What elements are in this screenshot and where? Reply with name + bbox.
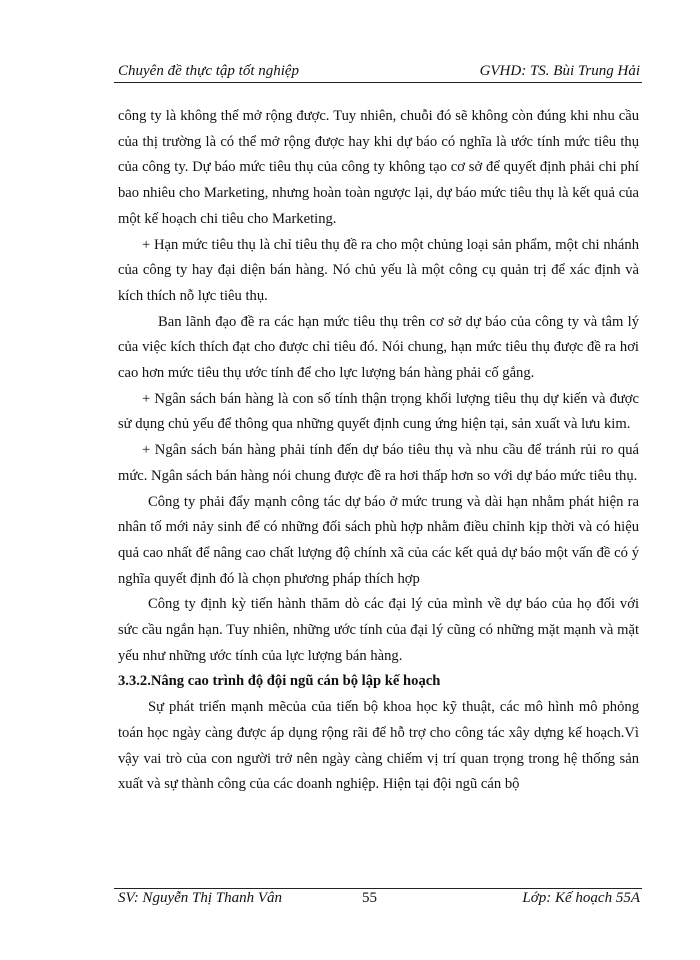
- paragraph-7: Công ty định kỳ tiến hành thăm dò các đại lý của mình về dự báo của họ đối với sức cầu ngắn hạn. Tuy nhiên, những ước tính của đại lý cũng có những mặt mạnh và mặt yếu như những ước tính của lực lượng bán hàng.: [118, 596, 639, 664]
- paragraph-2: + Hạn mức tiêu thụ là chỉ tiêu thụ đề ra cho một chủng loại sản phẩm, một chi nhánh của công ty hay đại diện bán hàng. Nó chủ yếu là một công cụ quản trị để xác định và kích thích nỗ lực tiêu thụ.: [118, 236, 639, 304]
- paragraph-1: công ty là không thể mở rộng được. Tuy nhiên, chuỗi đó sẽ không còn đúng khi nhu cầu của thị trường là có thể mở rộng được hay khi dự báo có nghĩa là ước tính mức tiêu thụ của công ty. Dự báo mức tiêu thụ của công ty không tạo cơ sở để quyết định phải chi phí bao nhiêu cho Marketing, nhưng hoàn toàn ngược lại, dự báo mức tiêu thụ là kết quả của một kế hoạch chi tiêu cho Marketing.: [118, 108, 639, 227]
- paragraph-5: + Ngân sách bán hàng phải tính đến dự báo tiêu thụ và nhu cầu để tránh rủi ro quá mức. Ngân sách bán hàng nói chung được đề ra hơi thấp hơn so với dự báo mức tiêu thụ.: [118, 442, 639, 484]
- footer-class: Lớp: Kế hoạch 55A: [522, 890, 640, 906]
- header-report-title: Chuyên đề thực tập tốt nghiệp: [118, 63, 300, 79]
- footer-student-name: SV: Nguyễn Thị Thanh Vân: [118, 890, 283, 906]
- page-body: [118, 104, 639, 798]
- page-number: 55: [362, 890, 377, 906]
- footer-divider: [114, 888, 642, 889]
- section-heading: 3.3.2.Nâng cao trình độ đội ngũ cán bộ lập kế hoạch: [118, 673, 441, 690]
- paragraph-4: + Ngân sách bán hàng là con số tính thận trọng khối lượng tiêu thụ dự kiến và được sử dụng chủ yếu để thông qua những quyết định cung ứng hiện tại, sản xuất và lưu kim.: [118, 390, 639, 433]
- paragraph-3: Ban lãnh đạo đề ra các hạn mức tiêu thụ trên cơ sở dự báo của công ty và tâm lý của việc kích thích đạt cho được chỉ tiêu đó. Nói chung, hạn mức tiêu thụ được đề ra hơi cao hơn mức tiêu thụ ước tính để cho lực lượng bán hàng phải cố gắng.: [118, 313, 639, 382]
- paragraph-6: Công ty phải đẩy mạnh công tác dự báo ở mức trung và dài hạn nhằm phát hiện ra nhân tố mới nảy sinh để có những đối sách phù hợp nhằm điều chỉnh kịp thời và có hiệu quả cao nhất để nâng cao chất lượng độ chính xã của các kết quả dự báo một vấn đề có ý nghĩa quyết định đó là chọn phương pháp thích hợp: [118, 493, 639, 587]
- paragraph-8: Sự phát triển mạnh mẽcủa của tiến bộ khoa học kỹ thuật, các mô hình mô phỏng toán học ngày càng được áp dụng rộng rãi để hỗ trợ cho công tác xây dựng kế hoạch.Vì vậy vai trò của con người trở nên ngày càng chiếm vị trí quan trọng trong hệ thống sản xuất và sự thành công của các doanh nghiệp. Hiện tại đội ngũ cán bộ: [118, 699, 639, 793]
- page-header: [118, 58, 640, 80]
- header-divider: [114, 82, 642, 83]
- page-footer: [118, 890, 640, 912]
- header-supervisor: GVHD: TS. Bùi Trung Hải: [479, 63, 640, 79]
